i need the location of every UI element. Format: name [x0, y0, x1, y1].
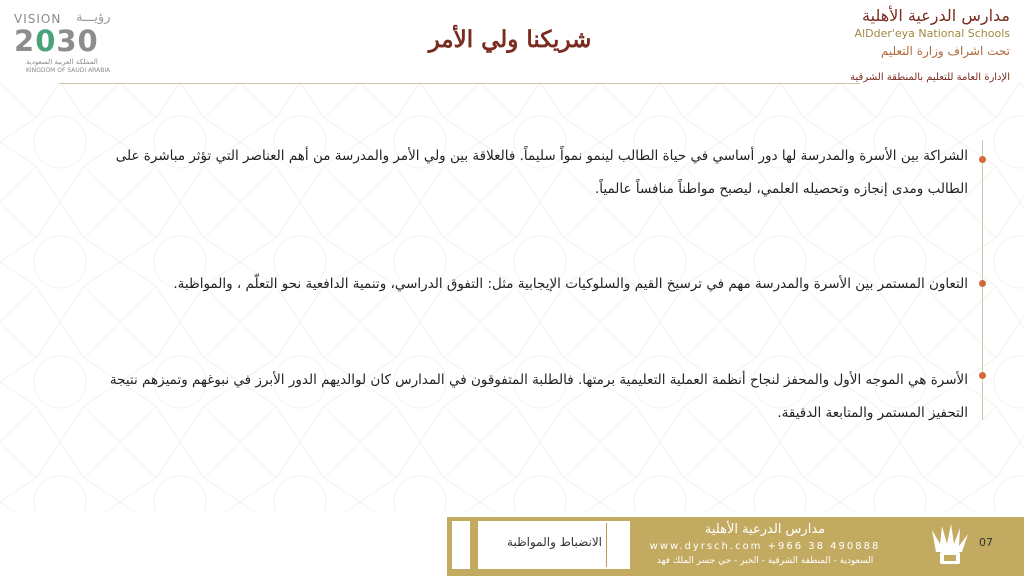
list-item	[68, 268, 968, 301]
school-name-ar: مدارس الدرعية الأهلية	[862, 6, 1010, 25]
administration-label: الإدارة العامة للتعليم بالمنطقة الشرقية	[850, 72, 1010, 83]
footer-school-name: مدارس الدرعية الأهلية	[704, 522, 826, 537]
vision-arabic: رؤيـــة	[76, 10, 111, 25]
paragraph-line: الطالب ومدى إنجازه وتحصيله العلمي، ليصبح مواطناً منافساً عالمياً.	[595, 181, 968, 197]
vision-word: VISION	[14, 12, 62, 26]
list-item	[68, 140, 968, 206]
year-part: 2	[14, 24, 36, 58]
page-title: شريكنا ولي الأمر	[428, 26, 592, 53]
slide-header	[0, 0, 1024, 90]
paragraph-line: الشراكة بين الأسرة والمدرسة لها دور أساسي في حياة الطالب لينمو نمواً سليماً. فالعلاقة بين ولي الأمر والمدرسة من أهم العناصر التي تؤثر مباشرة على	[115, 148, 968, 164]
vision-subtitle-ar: المملكة العربية السعودية	[26, 58, 98, 66]
footer-divider	[606, 523, 607, 567]
footer-address: السعودية - المنطقة الشرقية - الخبر - حي جسر الملك فهد	[656, 556, 874, 566]
paragraph-line: التعاون المستمر بين الأسرة والمدرسة مهم في ترسيخ القيم والسلوكيات الإيجابية مثل: التفوق الدراسي، وتنمية الدافعية نحو التعلّم ، والمواظبة.	[173, 276, 968, 292]
header-divider	[60, 83, 860, 84]
vision-subtitle-en: KINGDOM OF SAUDI ARABIA	[26, 67, 111, 74]
paragraph-line: الأسرة هي الموجه الأول والمحفز لنجاح أنظمة العملية التعليمية برمتها. فالطلبة المتفوقون في المدارس كان لوالديهم الدور الأبرز في نبوغهم وتميزهم نتيجة	[109, 372, 968, 388]
vision-2030-logo	[14, 10, 114, 72]
bullet-dot	[979, 156, 986, 163]
year-part: 30	[56, 24, 99, 58]
vision-year	[14, 24, 99, 58]
footer-white-strip	[452, 521, 470, 569]
bullet-dot	[979, 280, 986, 287]
school-emblem-icon	[930, 522, 970, 566]
ministry-supervision: تحت اشراف وزارة التعليم	[880, 44, 1010, 58]
paragraph-line: التحفيز المستمر والمتابعة الدقيقة.	[777, 405, 968, 421]
page-number: 07	[979, 536, 993, 549]
bullet-dot	[979, 372, 986, 379]
list-item	[68, 364, 968, 430]
footer-contact: www.dyrsch.com +966 38 490888	[649, 541, 881, 552]
school-logo	[810, 6, 1010, 58]
footer-section-label: الانضباط والمواظبة	[507, 535, 602, 549]
school-name-en: AlDder'eya National Schools	[854, 27, 1010, 40]
year-zero: 0	[35, 24, 57, 58]
